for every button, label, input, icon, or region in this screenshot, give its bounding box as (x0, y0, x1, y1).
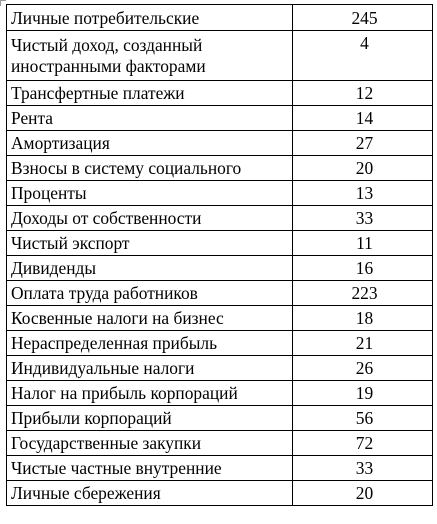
indicator-value: 4 (293, 31, 433, 81)
indicator-value: 14 (293, 106, 433, 131)
indicator-label: Государственные закупки (7, 431, 293, 456)
indicator-label: Оплата труда работников (7, 281, 293, 306)
indicator-label: Рента (7, 106, 293, 131)
indicator-label: Трансфертные платежи (7, 81, 293, 106)
indicator-value: 26 (293, 356, 433, 381)
indicator-label: Нераспределенная прибыль (7, 331, 293, 356)
indicator-value: 72 (293, 431, 433, 456)
indicators-table-body (7, 5, 433, 506)
indicator-label: Дивиденды (7, 256, 293, 281)
table-row (7, 456, 433, 481)
indicator-value: 16 (293, 256, 433, 281)
indicator-value: 11 (293, 231, 433, 256)
indicator-label: Чистые частные внутренние (7, 456, 293, 481)
table-row (7, 81, 433, 106)
table-row (7, 5, 433, 31)
indicator-label: Чистый экспорт (7, 231, 293, 256)
table-row (7, 481, 433, 506)
indicator-label: Налог на прибыль корпораций (7, 381, 293, 406)
table-row (7, 406, 433, 431)
table-row (7, 206, 433, 231)
indicator-label: Косвенные налоги на бизнес (7, 306, 293, 331)
indicator-value: 20 (293, 481, 433, 506)
table-row (7, 106, 433, 131)
table-row (7, 431, 433, 456)
indicator-label: Личные потребительские (7, 5, 293, 31)
table-row (7, 331, 433, 356)
indicator-label: Доходы от собственности (7, 206, 293, 231)
indicators-table (6, 4, 433, 506)
indicator-value: 18 (293, 306, 433, 331)
table-row (7, 231, 433, 256)
indicator-value: 12 (293, 81, 433, 106)
table-row (7, 281, 433, 306)
indicator-value: 27 (293, 131, 433, 156)
indicator-value: 223 (293, 281, 433, 306)
indicator-value: 21 (293, 331, 433, 356)
table-row (7, 131, 433, 156)
indicator-label: Амортизация (7, 131, 293, 156)
indicator-value: 245 (293, 5, 433, 31)
indicator-value: 20 (293, 156, 433, 181)
indicator-label: Чистый доход, созданный иностранными факторами (7, 31, 293, 81)
indicator-label: Взносы в систему социального (7, 156, 293, 181)
table-row (7, 256, 433, 281)
indicator-label: Личные сбережения (7, 481, 293, 506)
indicator-label: Проценты (7, 181, 293, 206)
table-row (7, 31, 433, 81)
table-row (7, 181, 433, 206)
indicator-value: 13 (293, 181, 433, 206)
table-row (7, 381, 433, 406)
indicator-value: 33 (293, 456, 433, 481)
indicator-value: 33 (293, 206, 433, 231)
table-row (7, 156, 433, 181)
table-row (7, 306, 433, 331)
indicator-value: 19 (293, 381, 433, 406)
indicator-label: Индивидуальные налоги (7, 356, 293, 381)
table-row (7, 356, 433, 381)
indicator-label: Прибыли корпораций (7, 406, 293, 431)
indicator-value: 56 (293, 406, 433, 431)
